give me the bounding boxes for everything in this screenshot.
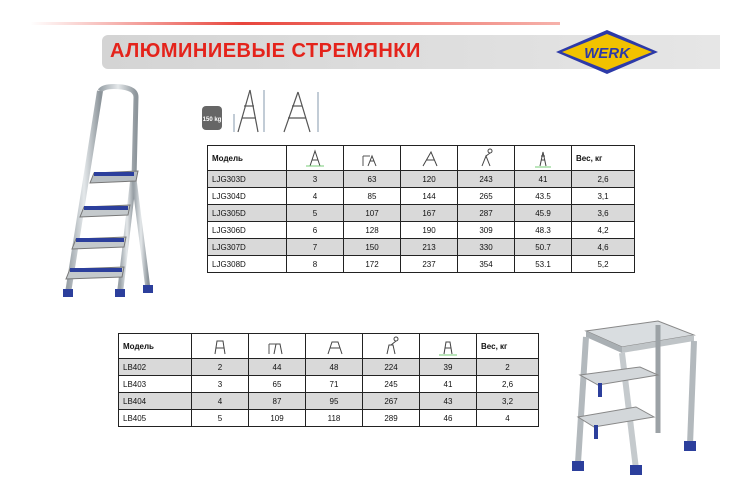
depth-icon — [420, 334, 477, 359]
cell-value: 5 — [287, 205, 344, 222]
cell-value: 71 — [306, 376, 363, 393]
ladder-side-diagram — [284, 92, 318, 132]
ladder-height-icon — [401, 146, 458, 171]
cell-weight: 4 — [477, 410, 539, 427]
cell-weight: 4,6 — [572, 239, 635, 256]
table-row — [208, 239, 635, 256]
table-row — [119, 410, 539, 427]
cell-value: 118 — [306, 410, 363, 427]
cell-value: 87 — [249, 393, 306, 410]
werk-logo — [552, 28, 662, 76]
cell-value: 7 — [287, 239, 344, 256]
cell-value: 85 — [344, 188, 401, 205]
table-row — [119, 393, 539, 410]
cell-value: 144 — [401, 188, 458, 205]
cell-value: 48.3 — [515, 222, 572, 239]
cell-value: 63 — [344, 171, 401, 188]
cell-model: LB404 — [119, 393, 192, 410]
cell-value: 330 — [458, 239, 515, 256]
cell-value: 4 — [192, 393, 249, 410]
cell-value: 95 — [306, 393, 363, 410]
cell-value: 50.7 — [515, 239, 572, 256]
table-row — [119, 376, 539, 393]
cell-value: 4 — [287, 188, 344, 205]
page-title: АЛЮМИНИЕВЫЕ СТРЕМЯНКИ — [110, 40, 421, 62]
lb-spec-table — [118, 333, 539, 427]
cell-weight: 4,2 — [572, 222, 635, 239]
table-row — [208, 205, 635, 222]
cell-value: 109 — [249, 410, 306, 427]
step-count-icon — [192, 334, 249, 359]
cell-value: 265 — [458, 188, 515, 205]
cell-value: 8 — [287, 256, 344, 273]
cell-value: 43 — [420, 393, 477, 410]
cell-value: 213 — [401, 239, 458, 256]
cell-weight: 3,2 — [477, 393, 539, 410]
cell-model: LB405 — [119, 410, 192, 427]
table-row — [119, 359, 539, 376]
cell-model: LJG304D — [208, 188, 287, 205]
cell-value: 287 — [458, 205, 515, 222]
cell-model: LJG306D — [208, 222, 287, 239]
ljg-spec-table — [207, 145, 635, 273]
cell-value: 5 — [192, 410, 249, 427]
step-count-icon — [287, 146, 344, 171]
cell-weight: 5,2 — [572, 256, 635, 273]
max-reach-icon — [363, 334, 420, 359]
cell-value: 237 — [401, 256, 458, 273]
table-header-row — [119, 334, 539, 359]
cell-model: LJG305D — [208, 205, 287, 222]
cell-weight: 2,6 — [477, 376, 539, 393]
cell-weight: 3,1 — [572, 188, 635, 205]
cell-value: 289 — [363, 410, 420, 427]
table-row — [208, 256, 635, 273]
cell-value: 2 — [192, 359, 249, 376]
cell-weight: 2,6 — [572, 171, 635, 188]
cell-value: 172 — [344, 256, 401, 273]
cell-value: 45.9 — [515, 205, 572, 222]
cell-model: LB403 — [119, 376, 192, 393]
cell-value: 3 — [287, 171, 344, 188]
cell-model: LJG303D — [208, 171, 287, 188]
decorative-top-line — [30, 22, 560, 25]
weight-column-header: Вес, кг — [477, 334, 539, 359]
cell-model: LJG308D — [208, 256, 287, 273]
table-row — [208, 188, 635, 205]
working-height-icon — [249, 334, 306, 359]
cell-value: 354 — [458, 256, 515, 273]
logo-text: WERK — [584, 45, 630, 62]
cell-value: 48 — [306, 359, 363, 376]
cell-weight: 2 — [477, 359, 539, 376]
cell-value: 190 — [401, 222, 458, 239]
cell-value: 41 — [420, 376, 477, 393]
ladder-front-diagram — [234, 90, 264, 132]
cell-value: 128 — [344, 222, 401, 239]
load-weight-icon — [202, 106, 222, 130]
cell-value: 39 — [420, 359, 477, 376]
cell-model: LB402 — [119, 359, 192, 376]
cell-value: 107 — [344, 205, 401, 222]
cell-value: 167 — [401, 205, 458, 222]
cell-value: 46 — [420, 410, 477, 427]
ladder-height-icon — [306, 334, 363, 359]
cell-value: 6 — [287, 222, 344, 239]
cell-value: 245 — [363, 376, 420, 393]
model-column-header: Модель — [119, 334, 192, 359]
cell-value: 224 — [363, 359, 420, 376]
cell-value: 44 — [249, 359, 306, 376]
cell-value: 120 — [401, 171, 458, 188]
cell-model: LJG307D — [208, 239, 287, 256]
cell-value: 43.5 — [515, 188, 572, 205]
cell-value: 267 — [363, 393, 420, 410]
dimension-legend — [198, 84, 324, 138]
cell-value: 65 — [249, 376, 306, 393]
step-stool-photo — [566, 313, 708, 475]
stepladder-photo — [60, 83, 165, 313]
table-row — [208, 222, 635, 239]
depth-icon — [515, 146, 572, 171]
cell-value: 41 — [515, 171, 572, 188]
cell-value: 53.1 — [515, 256, 572, 273]
cell-value: 150 — [344, 239, 401, 256]
table-header-row — [208, 146, 635, 171]
working-height-icon — [344, 146, 401, 171]
model-column-header: Модель — [208, 146, 287, 171]
cell-value: 309 — [458, 222, 515, 239]
cell-weight: 3,6 — [572, 205, 635, 222]
table-row — [208, 171, 635, 188]
load-badge-text: 150 kg — [202, 117, 222, 123]
max-reach-icon — [458, 146, 515, 171]
cell-value: 243 — [458, 171, 515, 188]
weight-column-header: Вес, кг — [572, 146, 635, 171]
cell-value: 3 — [192, 376, 249, 393]
